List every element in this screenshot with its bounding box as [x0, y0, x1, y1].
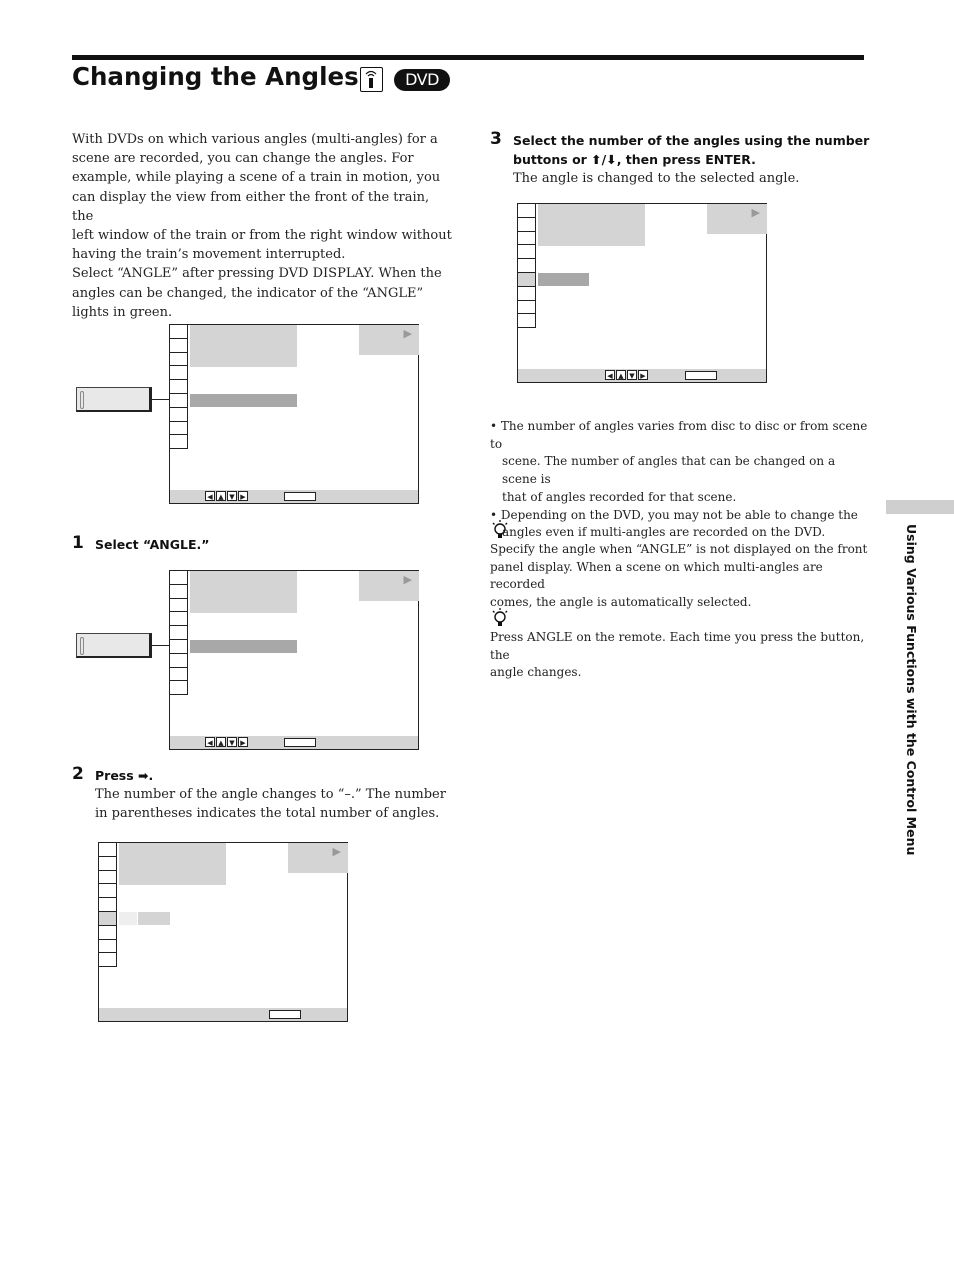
front-panel-callout	[76, 387, 151, 412]
note-item: • The number of angles varies from disc to disc or from scene to scene. The number of angles that can be changed on a scene is that of angles recorded for that scene.	[490, 419, 868, 504]
dvd-badge: DVD	[394, 69, 450, 91]
intro-line: lights in green.	[72, 304, 173, 320]
angle-row-highlight	[190, 640, 297, 653]
angle-row-highlight	[190, 394, 297, 407]
section-tab	[886, 500, 954, 514]
intro-line: left window of the train or from the right window without	[72, 228, 452, 244]
page-title: Changing the Angles	[72, 62, 359, 91]
intro-line: Select “ANGLE” after pressing DVD DISPLAY. When the	[72, 266, 442, 282]
play-icon: ▶	[403, 573, 412, 586]
step-1-number: 1	[72, 533, 84, 553]
intro-line: having the train’s movement interrupted.	[72, 247, 346, 263]
menu-screen-step1	[169, 570, 419, 750]
intro-line: scene are recorded, you can change the angles. For	[72, 151, 414, 167]
arrow-keys: ◀ ▲ ▼ ▶	[205, 737, 248, 747]
angle-row-highlight	[538, 273, 589, 286]
notes-list	[490, 418, 870, 542]
front-panel-callout	[76, 633, 151, 658]
step-2-heading: Press ➡.	[95, 768, 154, 783]
intro-line: can display the view from either the front of the train, the	[72, 189, 430, 224]
step-3-number: 3	[490, 129, 502, 149]
play-icon: ▶	[332, 845, 341, 858]
step-1-heading: Select “ANGLE.”	[95, 537, 210, 552]
tip-1: Specify the angle when “ANGLE” is not displayed on the front panel display. When a scene on which multi-angles are recorded comes, the angle is automatically selected.	[490, 542, 868, 610]
remote-icon	[360, 67, 383, 92]
play-icon: ▶	[403, 327, 412, 340]
arrow-keys: ◀ ▲ ▼ ▶	[605, 370, 648, 380]
intro-line: angles can be changed, the indicator of the “ANGLE”	[72, 285, 424, 301]
intro-line: With DVDs on which various angles (multi-angles) for a	[72, 132, 438, 147]
step-3-heading: Select the number of the angles using the number buttons or ⬆/⬇, then press ENTER.	[513, 133, 870, 167]
menu-screen-intro	[169, 324, 419, 504]
play-icon: ▶	[751, 206, 760, 219]
note-item: • Depending on the DVD, you may not be able to change the angles even if multi-angles are recorded on the DVD.	[490, 507, 858, 540]
step-3-body: The angle is changed to the selected angle.	[513, 171, 800, 186]
angle-number-field	[138, 912, 170, 925]
tip-2: Press ANGLE on the remote. Each time you press the button, the angle changes.	[490, 630, 865, 680]
section-side-label: Using Various Functions with the Control Menu	[904, 524, 919, 856]
menu-screen-step3	[517, 203, 767, 383]
arrow-keys: ◀ ▲ ▼ ▶	[205, 491, 248, 501]
header-rule	[72, 55, 864, 60]
step-2-body: The number of the angle changes to “–.” The number in parentheses indicates the total number of angles.	[95, 787, 446, 822]
intro-paragraph	[72, 130, 452, 322]
menu-screen-step2	[98, 842, 348, 1022]
step-2-number: 2	[72, 764, 84, 784]
intro-line: example, while playing a scene of a train in motion, you	[72, 170, 441, 186]
